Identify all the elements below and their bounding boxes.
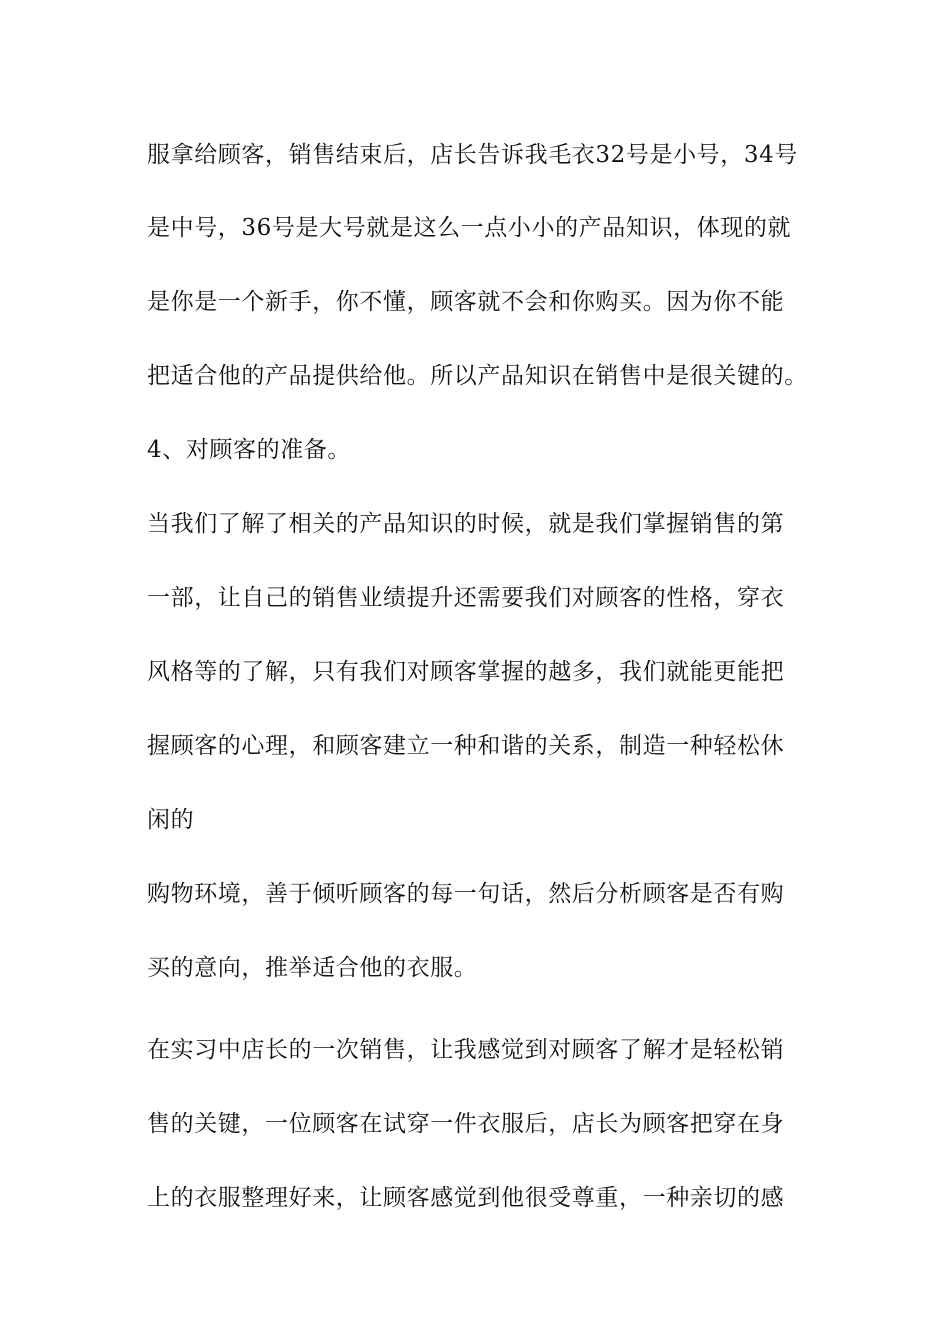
text-line: 上的衣服整理好来，让顾客感觉到他很受尊重，一种亲切的感 (147, 1185, 785, 1211)
text-line: 闲的 (147, 807, 195, 833)
text-line: 风格等的了解，只有我们对顾客掌握的越多，我们就能更能把 (147, 659, 785, 685)
text-line: 买的意向，推举适合他的衣服。 (147, 955, 478, 981)
text-line: 当我们了解了相关的产品知识的时候，就是我们掌握销售的第 (147, 511, 785, 537)
text-line: 购物环境，善于倾听顾客的每一句话，然后分析顾客是否有购 (147, 881, 785, 907)
text-line: 售的关键，一位顾客在试穿一件衣服后，店长为顾客把穿在身 (147, 1111, 785, 1137)
text-line: 是中号，36号是大号就是这么一点小小的产品知识，体现的就 (147, 215, 792, 241)
text-line: 在实习中店长的一次销售，让我感觉到对顾客了解才是轻松销 (147, 1037, 785, 1063)
text-line: 一部，让自己的销售业绩提升还需要我们对顾客的性格，穿衣 (147, 585, 785, 611)
text-line: 服拿给顾客，销售结束后，店长告诉我毛衣32号是小号，34号 (147, 142, 798, 168)
section-heading: 4、对顾客的准备。 (147, 437, 352, 463)
text-line: 把适合他的产品提供给他。所以产品知识在销售中是很关键的。 (147, 363, 808, 389)
text-line: 握顾客的心理，和顾客建立一种和谐的关系，制造一种轻松休 (147, 733, 785, 759)
text-line: 是你是一个新手，你不懂，顾客就不会和你购买。因为你不能 (147, 289, 785, 315)
